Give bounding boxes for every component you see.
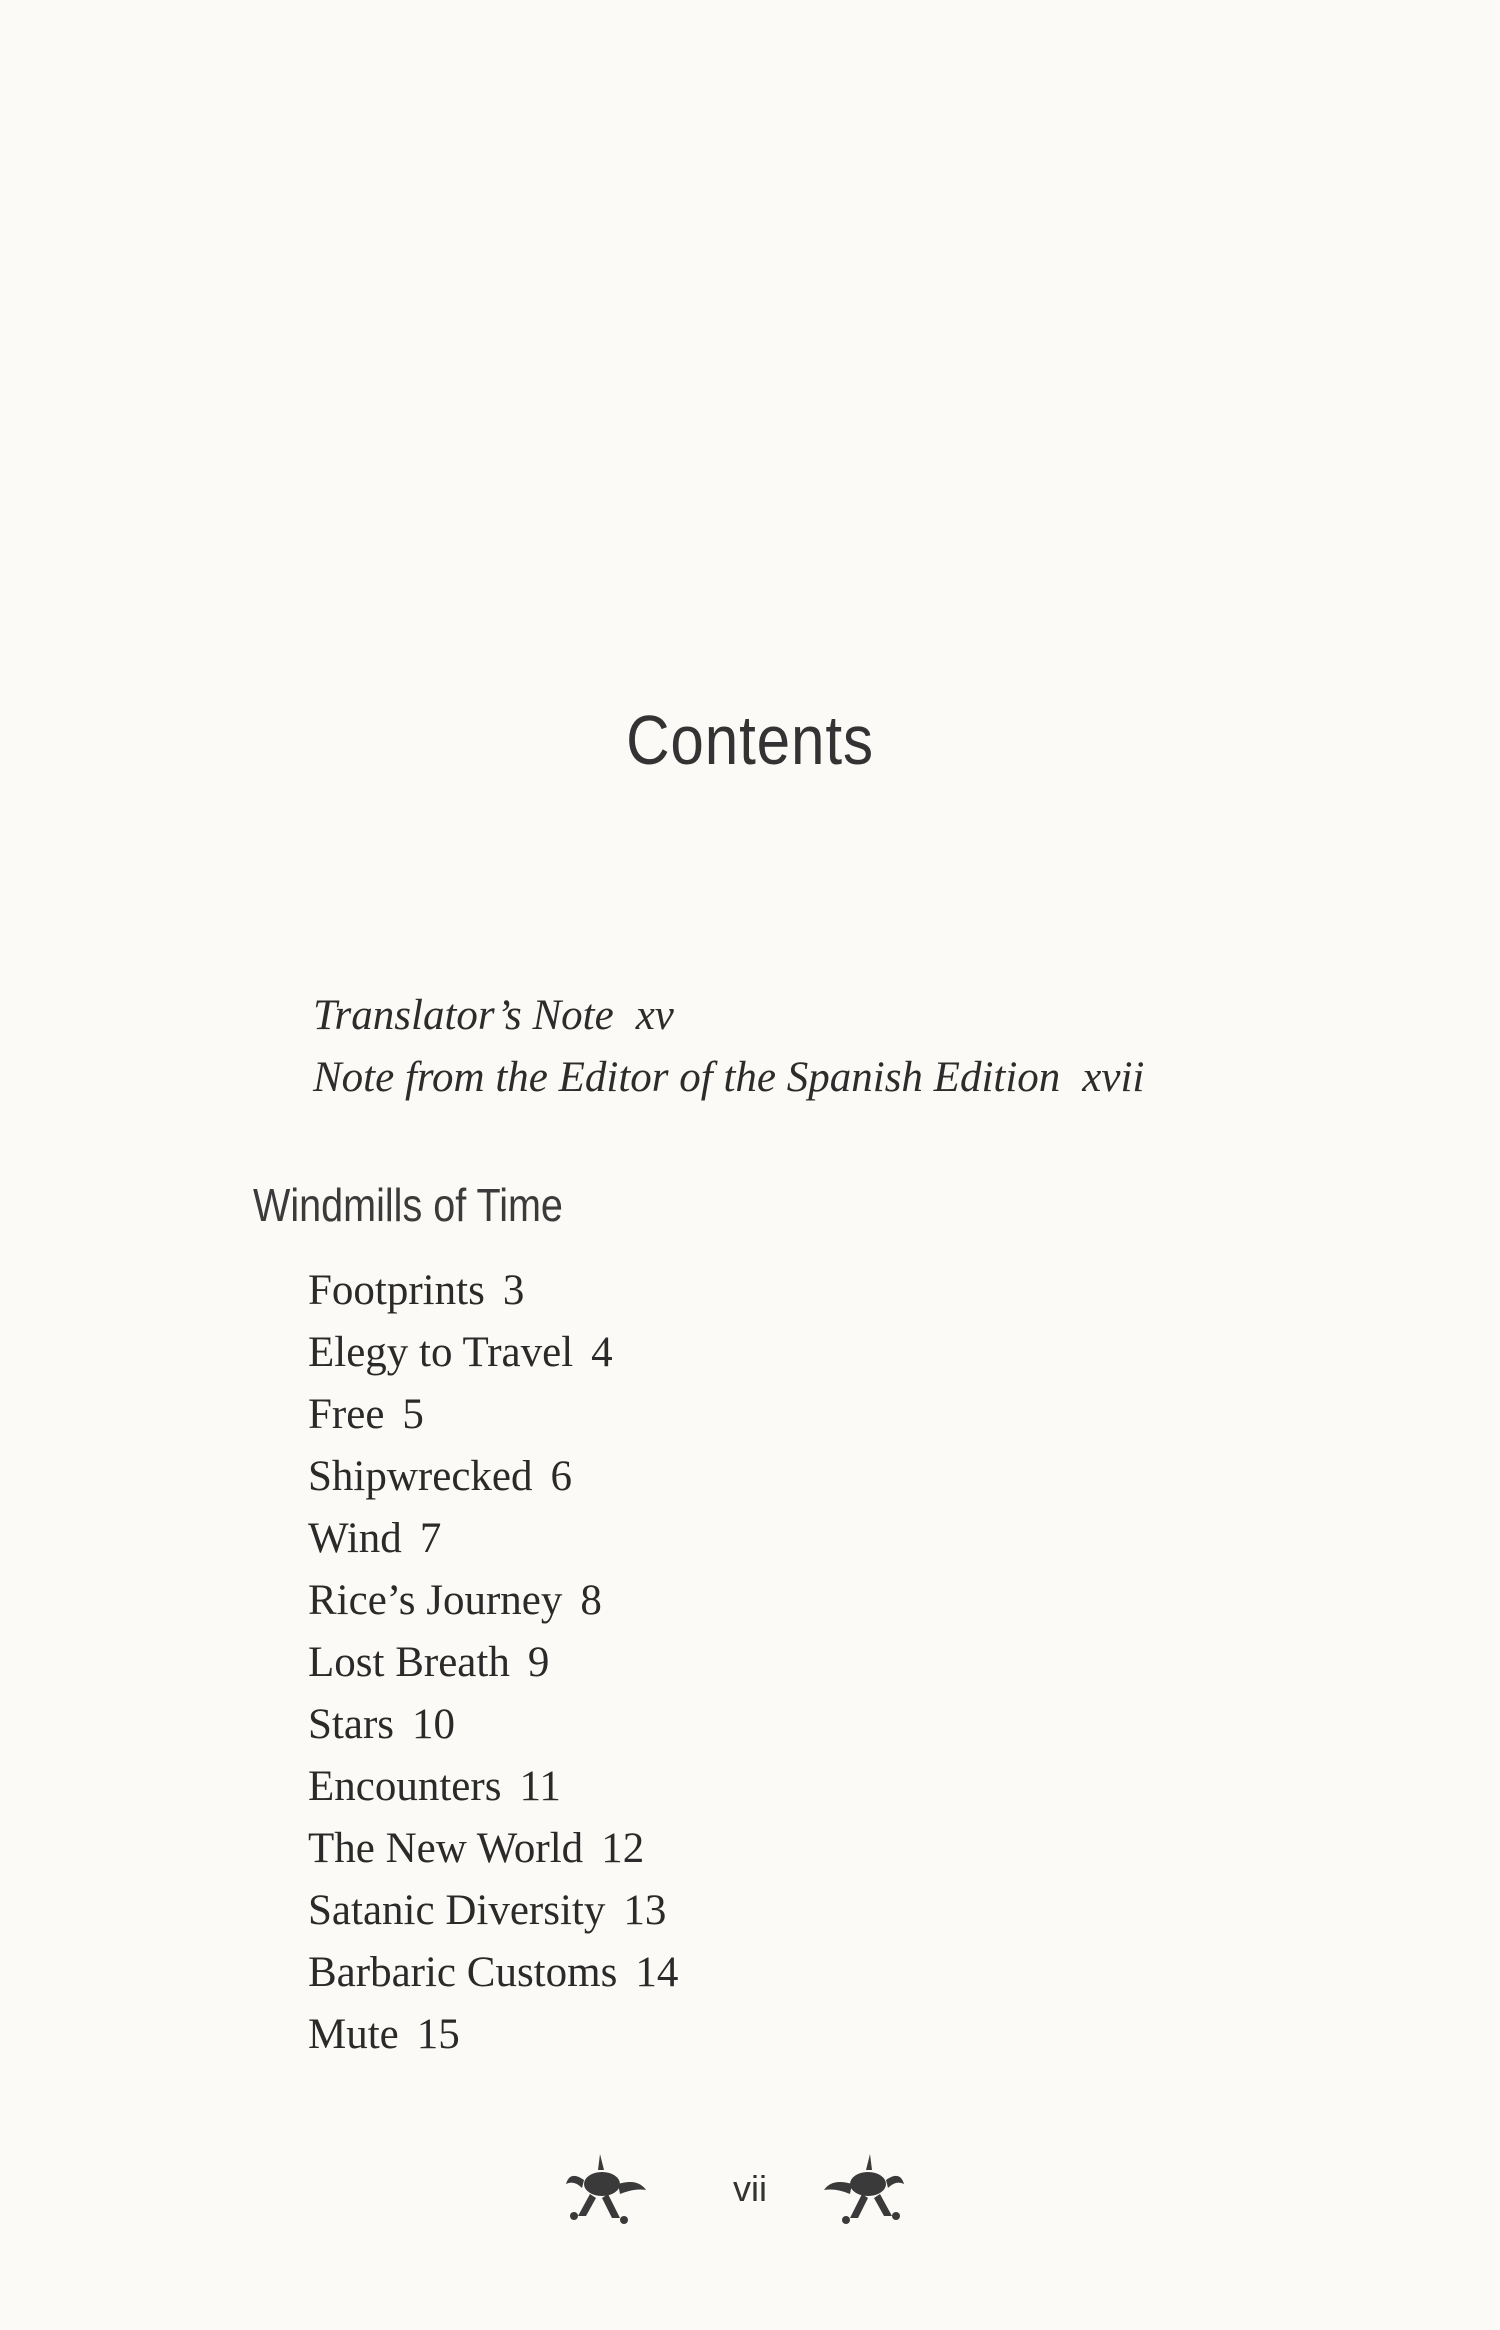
toc-entry-page: 9 (527, 1639, 550, 1686)
toc-entry-label: The New World (308, 1825, 584, 1872)
page-footer (0, 2150, 1500, 2240)
toc-entry-page: xvii (1082, 1054, 1145, 1101)
toc-entry-page: xv (635, 992, 674, 1039)
toc-entry-page: 14 (635, 1949, 679, 1996)
section-entry-list (308, 1260, 678, 2066)
toc-entry-label: Footprints (308, 1267, 485, 1314)
toc-entry-page: 15 (416, 2011, 460, 2058)
toc-entry (308, 1322, 678, 1384)
page-number: vii (733, 2168, 767, 2209)
toc-entry-page: 13 (623, 1887, 667, 1934)
section-heading: Windmills of Time (253, 1179, 563, 1231)
toc-entry (308, 1880, 678, 1942)
toc-entry-label: Free (308, 1391, 385, 1438)
toc-entry (313, 1047, 1144, 1109)
toc-entry-page: 12 (601, 1825, 645, 1872)
heraldic-beast-icon (820, 2150, 910, 2230)
toc-entry-page: 7 (419, 1515, 442, 1562)
toc-entry-label: Wind (308, 1515, 402, 1562)
toc-entry-label: Barbaric Customs (308, 1949, 618, 1996)
toc-entry-page: 11 (519, 1763, 561, 1810)
toc-entry-label: Rice’s Journey (308, 1577, 563, 1624)
toc-entry-label: Satanic Diversity (308, 1887, 606, 1934)
toc-entry (308, 1942, 678, 2004)
toc-entry-page: 6 (550, 1453, 572, 1500)
toc-entry-label: Note from the Editor of the Spanish Edition (313, 1054, 1061, 1101)
toc-entry-page: 3 (502, 1267, 525, 1314)
toc-entry-label: Lost Breath (308, 1639, 510, 1686)
toc-entry (308, 1570, 678, 1632)
toc-entry (308, 1384, 678, 1446)
toc-entry-label: Stars (308, 1701, 394, 1748)
toc-entry-label: Shipwrecked (308, 1453, 533, 1500)
toc-entry-label: Encounters (308, 1763, 502, 1810)
front-matter-list (313, 985, 1144, 1109)
toc-entry (308, 1818, 678, 1880)
toc-entry-page: 5 (402, 1391, 424, 1438)
toc-entry-page: 4 (591, 1329, 613, 1376)
toc-entry (308, 1632, 678, 1694)
toc-entry (308, 1508, 678, 1570)
toc-entry-page: 8 (580, 1577, 602, 1624)
toc-entry (308, 1260, 678, 1322)
toc-entry (308, 2004, 678, 2066)
heraldic-beast-icon (560, 2150, 650, 2230)
toc-entry (313, 985, 1144, 1047)
toc-entry-label: Mute (308, 2011, 399, 2058)
page-title: Contents (626, 701, 874, 779)
toc-entry-page: 10 (412, 1701, 455, 1748)
toc-entry (308, 1446, 678, 1508)
toc-entry-label: Translator’s Note (313, 992, 614, 1039)
toc-entry (308, 1694, 678, 1756)
toc-entry (308, 1756, 678, 1818)
toc-entry-label: Elegy to Travel (308, 1329, 574, 1376)
